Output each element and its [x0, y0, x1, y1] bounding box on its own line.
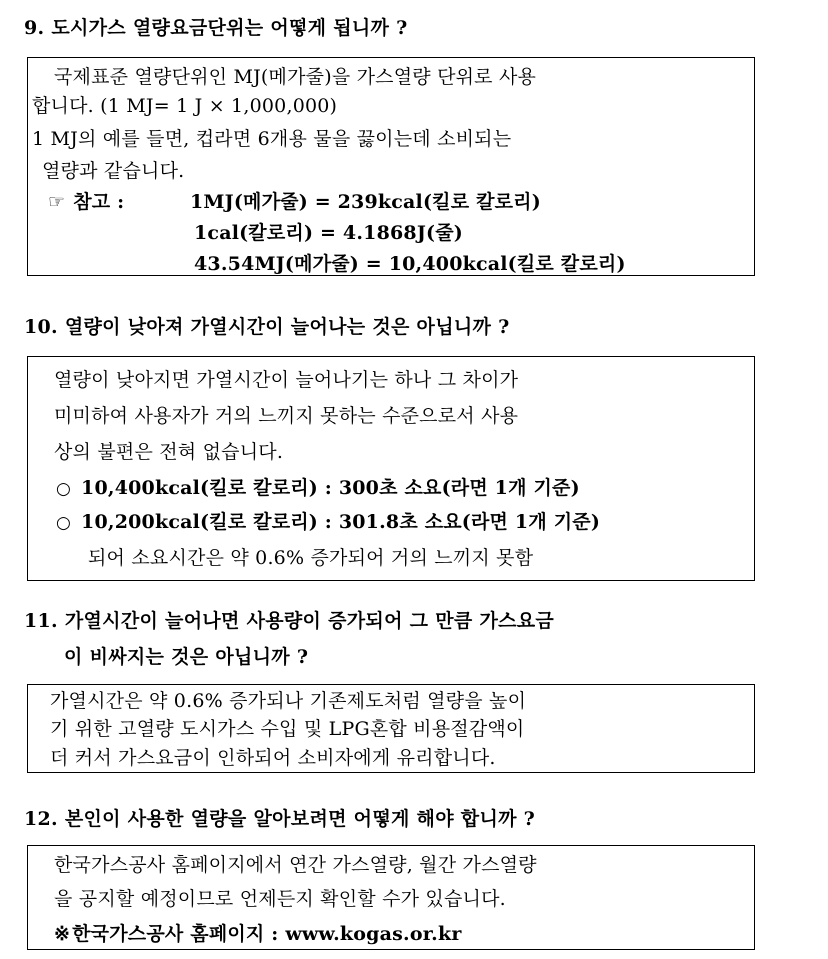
circle-bullet-icon: ○	[56, 513, 72, 533]
q11-line-2: 기 위한 고열량 도시가스 수입 및 LPG혼합 비용절감액이	[50, 718, 525, 740]
q9-ref-2: 1cal(칼로리) = 4.1868J(줄)	[194, 222, 463, 244]
pointing-hand-icon: ☞	[48, 191, 66, 213]
q9-line-4: 열량과 같습니다.	[42, 160, 185, 182]
q10-answer-box	[27, 356, 755, 581]
q9-answer-box	[27, 57, 755, 276]
q10-line-2: 미미하여 사용자가 거의 느끼지 못하는 수준으로서 사용	[54, 405, 519, 427]
q9-line-1: 국제표준 열량단위인 MJ(메가줄)을 가스열량 단위로 사용	[54, 66, 537, 88]
q11-title-line-2: 이 비싸지는 것은 아닙니까 ?	[64, 646, 309, 668]
q10-bullet-1-text: 10,400kcal(킬로 칼로리) : 300초 소요(라면 1개 기준)	[81, 477, 580, 499]
q10-title: 10. 열량이 낮아져 가열시간이 늘어나는 것은 아닙니까 ?	[24, 316, 510, 338]
q11-line-1: 가열시간은 약 0.6% 증가되나 기존제도처럼 열량을 높이	[50, 690, 527, 712]
q9-reference-row	[48, 187, 124, 214]
q10-bullet-row-1	[56, 473, 580, 500]
q10-bullet-row-2	[56, 507, 600, 534]
q9-ref-label: 참고 :	[73, 191, 125, 213]
q12-line-2: 을 공지할 예정이므로 언제든지 확인할 수가 있습니다.	[54, 888, 506, 910]
reference-mark-icon: ※	[54, 923, 71, 945]
q11-answer-box	[27, 684, 755, 773]
q10-line-3: 상의 불편은 전혀 없습니다.	[54, 441, 284, 463]
q10-line-1: 열량이 낮아지면 가열시간이 늘어나기는 하나 그 차이가	[54, 369, 519, 391]
q10-bullet-2-text: 10,200kcal(킬로 칼로리) : 301.8초 소요(라면 1개 기준)	[81, 511, 601, 533]
q9-ref-1: 1MJ(메가줄) = 239kcal(킬로 칼로리)	[190, 191, 541, 213]
q12-note-text: 한국가스공사 홈페이지 : www.kogas.or.kr	[72, 923, 462, 945]
q9-ref-3: 43.54MJ(메가줄) = 10,400kcal(킬로 칼로리)	[194, 253, 626, 275]
q9-line-2: 합니다. (1 MJ= 1 J × 1,000,000)	[32, 95, 338, 117]
q12-answer-box	[27, 845, 755, 950]
q12-title: 12. 본인이 사용한 열량을 알아보려면 어떻게 해야 합니까 ?	[24, 808, 536, 830]
circle-bullet-icon: ○	[56, 479, 72, 499]
q12-line-1: 한국가스공사 홈페이지에서 연간 가스열량, 월간 가스열량	[54, 854, 537, 876]
q10-line-6: 되어 소요시간은 약 0.6% 증가되어 거의 느끼지 못함	[88, 547, 534, 569]
q11-title-line-1: 11. 가열시간이 늘어나면 사용량이 증가되어 그 만큼 가스요금	[24, 610, 555, 632]
q12-note-row	[54, 919, 462, 946]
q9-title: 9. 도시가스 열량요금단위는 어떻게 됩니까 ?	[24, 17, 408, 39]
q9-line-3: 1 MJ의 예를 들면, 컵라면 6개용 물을 끓이는데 소비되는	[32, 128, 512, 150]
q11-line-3: 더 커서 가스요금이 인하되어 소비자에게 유리합니다.	[50, 747, 496, 769]
